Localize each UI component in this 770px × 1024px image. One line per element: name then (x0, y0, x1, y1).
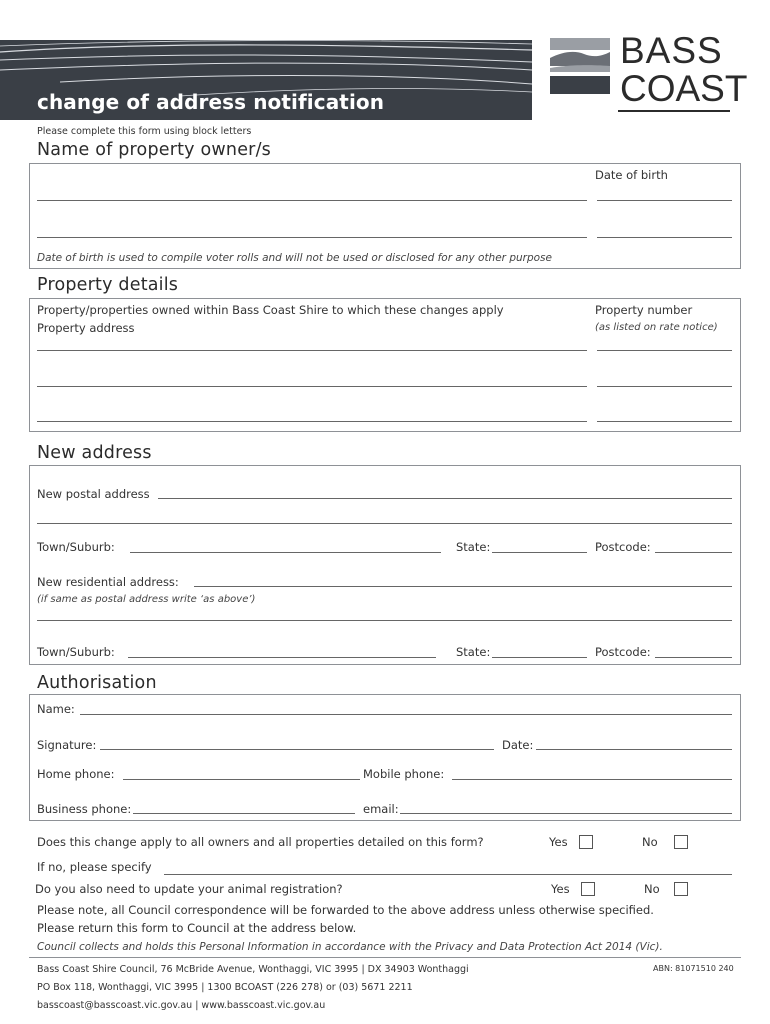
postal-town-label: Town/Suburb: (37, 540, 115, 554)
auth-name-label: Name: (37, 702, 75, 716)
footer-abn: ABN: 81071510 240 (653, 964, 734, 973)
email-field[interactable] (400, 813, 732, 814)
postal-town-field[interactable] (130, 552, 441, 553)
residential-town-field[interactable] (128, 657, 436, 658)
footer-divider (29, 957, 741, 958)
footer-postal: PO Box 118, Wonthaggi, VIC 3995 | 1300 BCOAST (226 278) or (03) 5671 2211 (37, 982, 413, 993)
logo-text-coast: COAST (620, 68, 748, 109)
postal-address-field-2[interactable] (37, 523, 732, 524)
business-phone-label: Business phone: (37, 802, 132, 816)
residential-address-label: New residential address: (37, 575, 179, 589)
if-no-specify-field[interactable] (164, 874, 732, 875)
residential-town-label: Town/Suburb: (37, 645, 115, 659)
postal-address-field-1[interactable] (158, 498, 732, 499)
residential-postcode-label: Postcode: (595, 645, 651, 659)
privacy-statement: Council collects and holds this Personal Information in accordance with the Privacy and Data Protection Act 2014 (Vic). (37, 941, 663, 953)
property-address-label: Property address (37, 321, 135, 335)
auth-date-label: Date: (502, 738, 534, 752)
property-heading: Property details (37, 275, 179, 295)
postal-state-label: State: (456, 540, 491, 554)
postal-state-field[interactable] (492, 552, 587, 553)
home-phone-label: Home phone: (37, 767, 115, 781)
property-address-field-2[interactable] (37, 386, 587, 387)
owner-name-field-2[interactable] (37, 237, 587, 238)
footer-address: Bass Coast Shire Council, 76 McBride Avenue, Wonthaggi, VIC 3995 | DX 34903 Wonthaggi (37, 964, 469, 975)
residential-state-label: State: (456, 645, 491, 659)
property-number-label: Property number (595, 303, 693, 317)
correspondence-note: Please note, all Council correspondence will be forwarded to the above address unless otherwise specified. (37, 903, 654, 917)
owner-dob-field-2[interactable] (597, 237, 732, 238)
logo-text-bass: BASS (620, 30, 723, 71)
auth-date-field[interactable] (536, 749, 732, 750)
auth-name-field[interactable] (80, 714, 732, 715)
q2-no-label: No (644, 882, 660, 896)
bass-coast-logo (548, 30, 748, 117)
property-address-field-3[interactable] (37, 421, 587, 422)
form-instructions: Please complete this form using block letters (37, 126, 252, 137)
mobile-phone-field[interactable] (452, 779, 732, 780)
logo-landscape-icon (548, 36, 612, 96)
new-address-heading: New address (37, 443, 152, 463)
q2-yes-checkbox[interactable] (581, 882, 595, 896)
animal-registration-question: Do you also need to update your animal registration? (35, 882, 343, 896)
mobile-phone-label: Mobile phone: (363, 767, 445, 781)
authorisation-heading: Authorisation (37, 673, 157, 693)
business-phone-field[interactable] (133, 813, 355, 814)
dob-privacy-note: Date of birth is used to compile voter rolls and will not be used or disclosed for any other purpose (37, 252, 552, 264)
residential-address-note: (if same as postal address write ‘as above’) (37, 594, 256, 605)
property-intro: Property/properties owned within Bass Coast Shire to which these changes apply (37, 303, 504, 317)
residential-state-field[interactable] (492, 657, 587, 658)
return-form-note: Please return this form to Council at the address below. (37, 921, 357, 935)
if-no-specify-label: If no, please specify (37, 860, 152, 874)
form-title: change of address notification (37, 90, 385, 114)
q1-yes-label: Yes (549, 835, 568, 849)
q2-no-checkbox[interactable] (674, 882, 688, 896)
property-number-field-1[interactable] (597, 350, 732, 351)
signature-field[interactable] (100, 749, 494, 750)
q1-yes-checkbox[interactable] (579, 835, 593, 849)
q1-no-label: No (642, 835, 658, 849)
footer-contact: basscoast@basscoast.vic.gov.au | www.basscoast.vic.gov.au (37, 1000, 326, 1011)
residential-address-field-1[interactable] (194, 586, 732, 587)
owner-name-field-1[interactable] (37, 200, 587, 201)
email-label: email: (363, 802, 399, 816)
postal-postcode-label: Postcode: (595, 540, 651, 554)
property-address-field-1[interactable] (37, 350, 587, 351)
property-box (29, 298, 741, 432)
property-number-field-2[interactable] (597, 386, 732, 387)
dob-label: Date of birth (595, 168, 668, 182)
postal-postcode-field[interactable] (655, 552, 732, 553)
property-number-field-3[interactable] (597, 421, 732, 422)
residential-postcode-field[interactable] (655, 657, 732, 658)
home-phone-field[interactable] (123, 779, 360, 780)
owners-heading: Name of property owner/s (37, 140, 271, 160)
all-owners-question: Does this change apply to all owners and all properties detailed on this form? (37, 835, 484, 849)
logo-underline (618, 110, 730, 112)
property-number-note: (as listed on rate notice) (595, 322, 718, 333)
postal-address-label: New postal address (37, 487, 150, 501)
signature-label: Signature: (37, 738, 97, 752)
owner-dob-field-1[interactable] (597, 200, 732, 201)
q2-yes-label: Yes (551, 882, 570, 896)
residential-address-field-2[interactable] (37, 620, 732, 621)
q1-no-checkbox[interactable] (674, 835, 688, 849)
